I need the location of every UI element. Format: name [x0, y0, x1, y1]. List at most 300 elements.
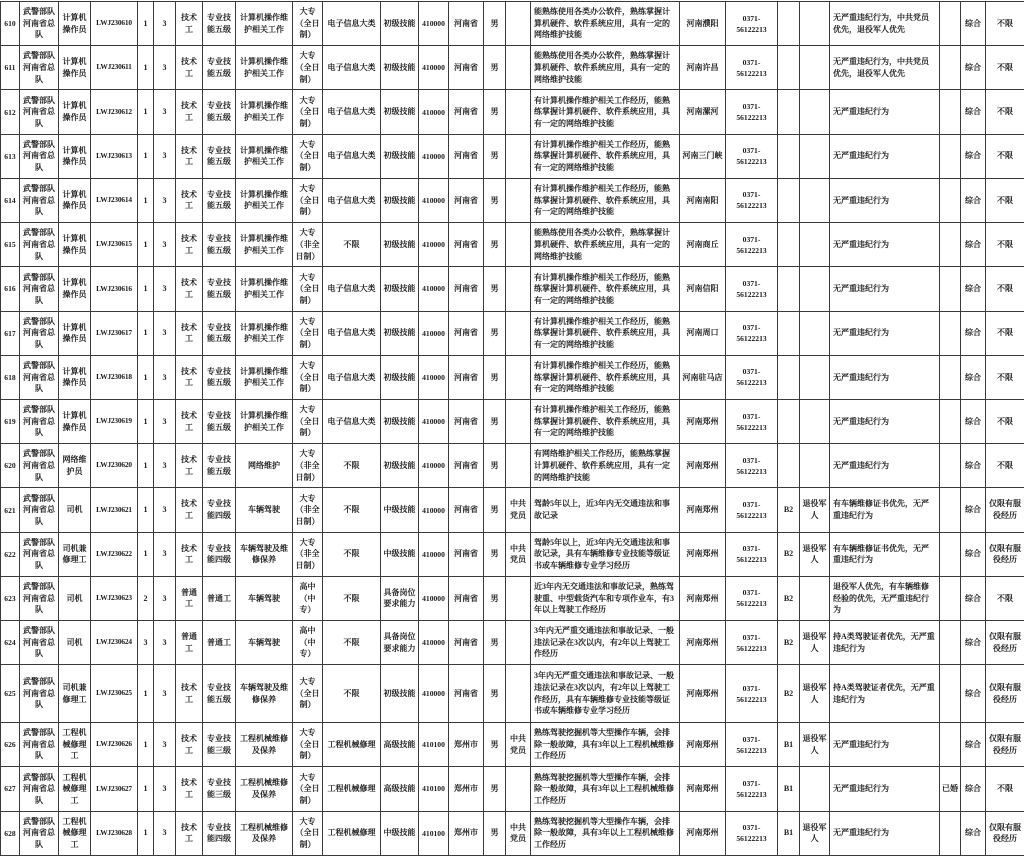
- cell-driver_license: [778, 444, 800, 488]
- cell-requirements: 有网络维护相关工作经历，能熟练掌握计算机硬件、软件系统应用，具有一定的网络维护技能: [531, 444, 680, 488]
- table-row: [1, 311, 1024, 355]
- cell-worker_category: 技术工: [176, 134, 203, 178]
- cell-gender: 男: [484, 267, 506, 311]
- cell-veteran: [800, 267, 830, 311]
- cell-post_grade: 普通工: [203, 576, 236, 620]
- cell-gender: 男: [484, 2, 506, 46]
- cell-requirements: 熟练驾驶挖掘机等大型操作车辆，会排除一般故障，具有3年以上工程机械维修工作经历: [531, 767, 680, 811]
- cell-veteran: [800, 311, 830, 355]
- cell-term: 3: [154, 90, 176, 134]
- cell-worker_category: 技术工: [176, 223, 203, 267]
- cell-politics: [506, 399, 531, 443]
- cell-service_requirement: 不限: [986, 311, 1024, 355]
- cell-driver_license: B2: [778, 665, 800, 723]
- cell-priority_conditions: 无严重违纪行为: [830, 811, 940, 855]
- cell-unit: 武警部队河南省总队: [20, 532, 59, 576]
- cell-education: 高中（中专）: [293, 621, 323, 665]
- cell-worker_category: 技术工: [176, 811, 203, 855]
- cell-requirements: 驾龄5年以上，近3年内无交通违法和事故记录: [531, 488, 680, 532]
- cell-position: 计算机操作员: [59, 134, 91, 178]
- cell-politics: [506, 665, 531, 723]
- cell-position: 计算机操作员: [59, 399, 91, 443]
- cell-major: 电子信息大类: [323, 90, 381, 134]
- cell-major: 电子信息大类: [323, 2, 381, 46]
- cell-service_requirement: 不限: [986, 399, 1024, 443]
- cell-unit: 武警部队河南省总队: [20, 267, 59, 311]
- cell-duty: 工程机械维修及保养: [236, 811, 293, 855]
- cell-priority_conditions: 无严重违纪行为: [830, 90, 940, 134]
- cell-position: 计算机操作员: [59, 178, 91, 222]
- cell-duty: 车辆驾驶: [236, 621, 293, 665]
- cell-openings: 1: [138, 267, 154, 311]
- cell-region: 河南省: [449, 532, 484, 576]
- table-row: [1, 46, 1024, 90]
- cell-phone: 0371-56122213: [726, 223, 778, 267]
- cell-region_code: 410100: [419, 767, 449, 811]
- cell-politics: [506, 134, 531, 178]
- cell-politics: [506, 178, 531, 222]
- cell-driver_license: [778, 2, 800, 46]
- cell-phone: 0371-56122213: [726, 399, 778, 443]
- cell-unit: 武警部队河南省总队: [20, 488, 59, 532]
- cell-duty: 车辆驾驶及维修保养: [236, 532, 293, 576]
- cell-service_requirement: 不限: [986, 223, 1024, 267]
- cell-driver_license: B1: [778, 723, 800, 767]
- cell-region: 河南省: [449, 134, 484, 178]
- cell-marital: [940, 399, 961, 443]
- cell-region: 郑州市: [449, 767, 484, 811]
- cell-gender: 男: [484, 723, 506, 767]
- cell-gender: 男: [484, 355, 506, 399]
- cell-skill_grade: 初级技能: [381, 355, 419, 399]
- table-row: [1, 621, 1024, 665]
- table-row: [1, 532, 1024, 576]
- table-row: [1, 399, 1024, 443]
- cell-exam_type: 综合: [961, 90, 986, 134]
- cell-post_grade: 普通工: [203, 621, 236, 665]
- cell-work_location: 河南郑州: [680, 444, 726, 488]
- cell-region_code: 410000: [419, 532, 449, 576]
- cell-politics: 中共党员: [506, 811, 531, 855]
- cell-duty: 工程机械维修及保养: [236, 767, 293, 811]
- cell-region: 河南省: [449, 267, 484, 311]
- cell-skill_grade: 初级技能: [381, 399, 419, 443]
- cell-region_code: 410100: [419, 723, 449, 767]
- cell-veteran: [800, 767, 830, 811]
- cell-priority_conditions: 无严重违纪行为: [830, 399, 940, 443]
- cell-region: 河南省: [449, 488, 484, 532]
- cell-gender: 男: [484, 665, 506, 723]
- cell-requirements: 有计算机操作维护相关工作经历，能熟练掌握计算机硬件、软件系统应用，具有一定的网络维护技能: [531, 134, 680, 178]
- cell-seq: 622: [1, 532, 20, 576]
- cell-marital: [940, 134, 961, 178]
- cell-seq: 623: [1, 576, 20, 620]
- cell-work_location: 河南郑州: [680, 488, 726, 532]
- table-row: [1, 2, 1024, 46]
- cell-unit: 武警部队河南省总队: [20, 621, 59, 665]
- cell-marital: [940, 46, 961, 90]
- cell-marital: [940, 532, 961, 576]
- cell-driver_license: [778, 311, 800, 355]
- cell-phone: 0371-56122213: [726, 2, 778, 46]
- cell-politics: [506, 46, 531, 90]
- cell-seq: 624: [1, 621, 20, 665]
- cell-skill_grade: 中级技能: [381, 488, 419, 532]
- cell-requirements: 有计算机操作维护相关工作经历，能熟练掌握计算机硬件、软件系统应用，具有一定的网络维护技能: [531, 267, 680, 311]
- cell-region: 郑州市: [449, 811, 484, 855]
- cell-worker_category: 技术工: [176, 665, 203, 723]
- cell-major: 电子信息大类: [323, 355, 381, 399]
- cell-region_code: 410000: [419, 90, 449, 134]
- cell-education: 大专（全日制）: [293, 2, 323, 46]
- cell-driver_license: [778, 355, 800, 399]
- cell-duty: 计算机操作维护相关工作: [236, 178, 293, 222]
- cell-politics: [506, 267, 531, 311]
- cell-priority_conditions: 无严重违纪行为: [830, 134, 940, 178]
- cell-education: 大专（全日制）: [293, 811, 323, 855]
- cell-region: 河南省: [449, 355, 484, 399]
- cell-major: 不限: [323, 576, 381, 620]
- cell-unit: 武警部队河南省总队: [20, 223, 59, 267]
- cell-exam_type: 综合: [961, 665, 986, 723]
- cell-service_requirement: 不限: [986, 178, 1024, 222]
- cell-unit: 武警部队河南省总队: [20, 2, 59, 46]
- cell-phone: 0371-56122213: [726, 267, 778, 311]
- cell-seq: 614: [1, 178, 20, 222]
- cell-exam_type: 综合: [961, 355, 986, 399]
- cell-service_requirement: 不限: [986, 576, 1024, 620]
- cell-requirements: 驾龄5年以上，近3年内无交通违法和事故记录，具有车辆维修专业技能等级证书或车辆维修专业学习经历: [531, 532, 680, 576]
- cell-openings: 1: [138, 767, 154, 811]
- cell-driver_license: B1: [778, 767, 800, 811]
- cell-region: 河南省: [449, 223, 484, 267]
- cell-post_code: LWJ230616: [91, 267, 138, 311]
- cell-openings: 1: [138, 811, 154, 855]
- cell-service_requirement: 不限: [986, 267, 1024, 311]
- cell-driver_license: [778, 134, 800, 178]
- cell-unit: 武警部队河南省总队: [20, 178, 59, 222]
- cell-term: 3: [154, 532, 176, 576]
- cell-driver_license: [778, 399, 800, 443]
- cell-exam_type: 综合: [961, 532, 986, 576]
- table-row: [1, 723, 1024, 767]
- cell-education: 大专（全日制）: [293, 178, 323, 222]
- table-row: [1, 665, 1024, 723]
- cell-service_requirement: 仅限有服役经历: [986, 723, 1024, 767]
- cell-worker_category: 技术工: [176, 399, 203, 443]
- cell-veteran: 退役军人: [800, 621, 830, 665]
- cell-phone: 0371-56122213: [726, 811, 778, 855]
- cell-worker_category: 技术工: [176, 267, 203, 311]
- cell-work_location: 河南南阳: [680, 178, 726, 222]
- cell-post_code: LWJ230617: [91, 311, 138, 355]
- cell-politics: [506, 444, 531, 488]
- cell-unit: 武警部队河南省总队: [20, 665, 59, 723]
- cell-post_code: LWJ230628: [91, 811, 138, 855]
- cell-marital: [940, 2, 961, 46]
- cell-politics: [506, 90, 531, 134]
- cell-post_grade: 专业技能五级: [203, 134, 236, 178]
- cell-term: 3: [154, 723, 176, 767]
- cell-veteran: [800, 90, 830, 134]
- cell-region_code: 410000: [419, 178, 449, 222]
- cell-major: 不限: [323, 532, 381, 576]
- cell-worker_category: 技术工: [176, 46, 203, 90]
- cell-post_grade: 专业技能五级: [203, 223, 236, 267]
- cell-marital: [940, 576, 961, 620]
- cell-work_location: 河南许昌: [680, 46, 726, 90]
- cell-worker_category: 技术工: [176, 178, 203, 222]
- cell-priority_conditions: 无严重违纪行为，中共党员优先，退役军人优先: [830, 46, 940, 90]
- cell-post_grade: 专业技能五级: [203, 2, 236, 46]
- cell-skill_grade: 具备岗位要求能力: [381, 621, 419, 665]
- cell-openings: 1: [138, 134, 154, 178]
- cell-term: 3: [154, 767, 176, 811]
- cell-marital: [940, 665, 961, 723]
- cell-post_code: LWJ230619: [91, 399, 138, 443]
- cell-phone: 0371-56122213: [726, 90, 778, 134]
- cell-gender: 男: [484, 46, 506, 90]
- cell-position: 计算机操作员: [59, 311, 91, 355]
- cell-phone: 0371-56122213: [726, 767, 778, 811]
- cell-work_location: 河南郑州: [680, 532, 726, 576]
- cell-marital: [940, 178, 961, 222]
- cell-seq: 625: [1, 665, 20, 723]
- cell-region_code: 410000: [419, 267, 449, 311]
- cell-region: 河南省: [449, 444, 484, 488]
- cell-veteran: 退役军人: [800, 532, 830, 576]
- cell-duty: 车辆驾驶: [236, 576, 293, 620]
- cell-duty: 计算机操作维护相关工作: [236, 134, 293, 178]
- cell-gender: 男: [484, 444, 506, 488]
- cell-skill_grade: 具备岗位要求能力: [381, 576, 419, 620]
- cell-openings: 1: [138, 311, 154, 355]
- cell-openings: 1: [138, 223, 154, 267]
- cell-worker_category: 技术工: [176, 90, 203, 134]
- cell-service_requirement: 不限: [986, 134, 1024, 178]
- cell-service_requirement: 仅限有服役经历: [986, 488, 1024, 532]
- cell-politics: [506, 355, 531, 399]
- cell-worker_category: 技术工: [176, 767, 203, 811]
- cell-gender: 男: [484, 223, 506, 267]
- cell-service_requirement: 仅限有服役经历: [986, 532, 1024, 576]
- cell-openings: 1: [138, 178, 154, 222]
- cell-position: 计算机操作员: [59, 223, 91, 267]
- cell-marital: [940, 90, 961, 134]
- cell-duty: 计算机操作维护相关工作: [236, 90, 293, 134]
- cell-priority_conditions: 无严重违纪行为: [830, 444, 940, 488]
- cell-post_grade: 专业技能三级: [203, 723, 236, 767]
- table-row: [1, 488, 1024, 532]
- cell-gender: 男: [484, 532, 506, 576]
- cell-post_grade: 专业技能五级: [203, 444, 236, 488]
- cell-openings: 1: [138, 46, 154, 90]
- cell-term: 3: [154, 178, 176, 222]
- cell-education: 大专（全日制）: [293, 46, 323, 90]
- cell-region_code: 410000: [419, 223, 449, 267]
- cell-skill_grade: 中级技能: [381, 811, 419, 855]
- cell-seq: 611: [1, 46, 20, 90]
- cell-post_grade: 专业技能三级: [203, 767, 236, 811]
- cell-position: 工程机械修理工: [59, 723, 91, 767]
- cell-region: 河南省: [449, 576, 484, 620]
- cell-driver_license: B2: [778, 621, 800, 665]
- cell-post_code: LWJ230615: [91, 223, 138, 267]
- cell-exam_type: 综合: [961, 767, 986, 811]
- table-row: [1, 90, 1024, 134]
- cell-requirements: 近3年内无交通违法和事故记录，熟练驾驶重、中型载货汽车和专项作业车，有3年以上驾驶工作经历: [531, 576, 680, 620]
- cell-priority_conditions: 无严重违纪行为: [830, 311, 940, 355]
- cell-post_code: LWJ230611: [91, 46, 138, 90]
- cell-gender: 男: [484, 178, 506, 222]
- cell-skill_grade: 初级技能: [381, 444, 419, 488]
- cell-major: 工程机械修理: [323, 723, 381, 767]
- table-row: [1, 576, 1024, 620]
- cell-work_location: 河南濮阳: [680, 2, 726, 46]
- cell-priority_conditions: 持A类驾驶证者优先，无严重违纪行为: [830, 665, 940, 723]
- cell-duty: 计算机操作维护相关工作: [236, 311, 293, 355]
- cell-work_location: 河南郑州: [680, 723, 726, 767]
- cell-work_location: 河南周口: [680, 311, 726, 355]
- cell-term: 3: [154, 223, 176, 267]
- cell-skill_grade: 初级技能: [381, 178, 419, 222]
- cell-education: 大专（非全日制）: [293, 488, 323, 532]
- cell-region_code: 410000: [419, 46, 449, 90]
- cell-term: 3: [154, 267, 176, 311]
- cell-work_location: 河南郑州: [680, 665, 726, 723]
- cell-marital: [940, 311, 961, 355]
- cell-work_location: 河南郑州: [680, 399, 726, 443]
- cell-priority_conditions: 无严重违纪行为: [830, 267, 940, 311]
- cell-work_location: 河南郑州: [680, 811, 726, 855]
- cell-priority_conditions: 持A类驾驶证者优先，无严重违纪行为: [830, 621, 940, 665]
- cell-term: 3: [154, 399, 176, 443]
- cell-openings: 3: [138, 621, 154, 665]
- cell-exam_type: 综合: [961, 621, 986, 665]
- cell-region_code: 410000: [419, 134, 449, 178]
- cell-education: 大专（全日制）: [293, 267, 323, 311]
- cell-position: 司机: [59, 576, 91, 620]
- cell-service_requirement: 不限: [986, 2, 1024, 46]
- cell-veteran: [800, 46, 830, 90]
- cell-veteran: [800, 355, 830, 399]
- cell-veteran: [800, 223, 830, 267]
- cell-exam_type: 综合: [961, 444, 986, 488]
- cell-seq: 627: [1, 767, 20, 811]
- cell-region: 河南省: [449, 621, 484, 665]
- cell-exam_type: 综合: [961, 178, 986, 222]
- cell-duty: 工程机械维修及保养: [236, 723, 293, 767]
- cell-skill_grade: 高级技能: [381, 723, 419, 767]
- cell-seq: 628: [1, 811, 20, 855]
- cell-driver_license: [778, 223, 800, 267]
- cell-requirements: 熟练驾驶挖掘机等大型操作车辆，会排除一般故障，具有3年以上工程机械维修工作经历: [531, 811, 680, 855]
- cell-politics: [506, 2, 531, 46]
- cell-unit: 武警部队河南省总队: [20, 576, 59, 620]
- cell-duty: 计算机操作维护相关工作: [236, 223, 293, 267]
- cell-post_grade: 专业技能五级: [203, 90, 236, 134]
- cell-priority_conditions: 有车辆维修证书优先，无严重违纪行为: [830, 532, 940, 576]
- cell-duty: 车辆驾驶: [236, 488, 293, 532]
- table-row: [1, 811, 1024, 855]
- cell-region: 河南省: [449, 311, 484, 355]
- cell-service_requirement: 不限: [986, 90, 1024, 134]
- cell-driver_license: [778, 267, 800, 311]
- cell-priority_conditions: 退役军人优先，有车辆维修经验的优先，无严重违纪行为: [830, 576, 940, 620]
- cell-gender: 男: [484, 811, 506, 855]
- cell-veteran: [800, 399, 830, 443]
- cell-requirements: 有计算机操作维护相关工作经历，能熟练掌握计算机硬件、软件系统应用，具有一定的网络维护技能: [531, 399, 680, 443]
- cell-openings: 1: [138, 532, 154, 576]
- cell-term: 3: [154, 46, 176, 90]
- cell-marital: [940, 223, 961, 267]
- cell-unit: 武警部队河南省总队: [20, 399, 59, 443]
- cell-seq: 619: [1, 399, 20, 443]
- cell-seq: 618: [1, 355, 20, 399]
- cell-service_requirement: 仅限有服役经历: [986, 621, 1024, 665]
- cell-requirements: 3年内无严重交通违法和事故记录、一般违法记录在3次以内，有2年以上驾驶工作经历，具有车辆维修专业技能等级证书或车辆维修专业学习经历: [531, 665, 680, 723]
- cell-position: 工程机械修理工: [59, 811, 91, 855]
- cell-position: 工程机械修理工: [59, 767, 91, 811]
- cell-position: 计算机操作员: [59, 2, 91, 46]
- cell-region_code: 410000: [419, 2, 449, 46]
- cell-veteran: [800, 576, 830, 620]
- cell-education: 大专（全日制）: [293, 767, 323, 811]
- cell-worker_category: 技术工: [176, 532, 203, 576]
- cell-politics: 中共党员: [506, 723, 531, 767]
- cell-post_code: LWJ230620: [91, 444, 138, 488]
- cell-term: 3: [154, 444, 176, 488]
- cell-politics: [506, 576, 531, 620]
- cell-work_location: 河南驻马店: [680, 355, 726, 399]
- cell-post_code: LWJ230626: [91, 723, 138, 767]
- cell-education: 大专（全日制）: [293, 355, 323, 399]
- cell-major: 电子信息大类: [323, 311, 381, 355]
- cell-driver_license: B2: [778, 488, 800, 532]
- cell-post_code: LWJ230623: [91, 576, 138, 620]
- cell-skill_grade: 初级技能: [381, 665, 419, 723]
- cell-worker_category: 普通工: [176, 576, 203, 620]
- cell-post_code: LWJ230612: [91, 90, 138, 134]
- cell-education: 大专（全日制）: [293, 723, 323, 767]
- cell-gender: 男: [484, 90, 506, 134]
- cell-unit: 武警部队河南省总队: [20, 767, 59, 811]
- cell-seq: 620: [1, 444, 20, 488]
- cell-post_code: LWJ230610: [91, 2, 138, 46]
- cell-worker_category: 技术工: [176, 488, 203, 532]
- cell-post_grade: 专业技能四级: [203, 488, 236, 532]
- cell-priority_conditions: 无严重违纪行为: [830, 723, 940, 767]
- cell-requirements: 有计算机操作维护相关工作经历，能熟练掌握计算机硬件、软件系统应用，具有一定的网络维护技能: [531, 90, 680, 134]
- cell-post_grade: 专业技能五级: [203, 311, 236, 355]
- cell-driver_license: B1: [778, 811, 800, 855]
- cell-worker_category: 普通工: [176, 621, 203, 665]
- cell-position: 司机兼修理工: [59, 532, 91, 576]
- cell-education: 大专（全日制）: [293, 399, 323, 443]
- cell-major: 电子信息大类: [323, 178, 381, 222]
- cell-requirements: 3年内无严重交通违法和事故记录、一般违法记录在3次以内，有2年以上驾驶工作经历: [531, 621, 680, 665]
- cell-skill_grade: 高级技能: [381, 767, 419, 811]
- cell-duty: 计算机操作维护相关工作: [236, 399, 293, 443]
- job-listing-table: [0, 1, 1024, 856]
- cell-major: 不限: [323, 488, 381, 532]
- cell-gender: 男: [484, 488, 506, 532]
- cell-unit: 武警部队河南省总队: [20, 134, 59, 178]
- cell-service_requirement: 不限: [986, 767, 1024, 811]
- cell-work_location: 河南郑州: [680, 576, 726, 620]
- cell-requirements: 能熟练使用各类办公软件，熟练掌握计算机硬件、软件系统应用，具有一定的网络维护技能: [531, 2, 680, 46]
- cell-openings: 1: [138, 488, 154, 532]
